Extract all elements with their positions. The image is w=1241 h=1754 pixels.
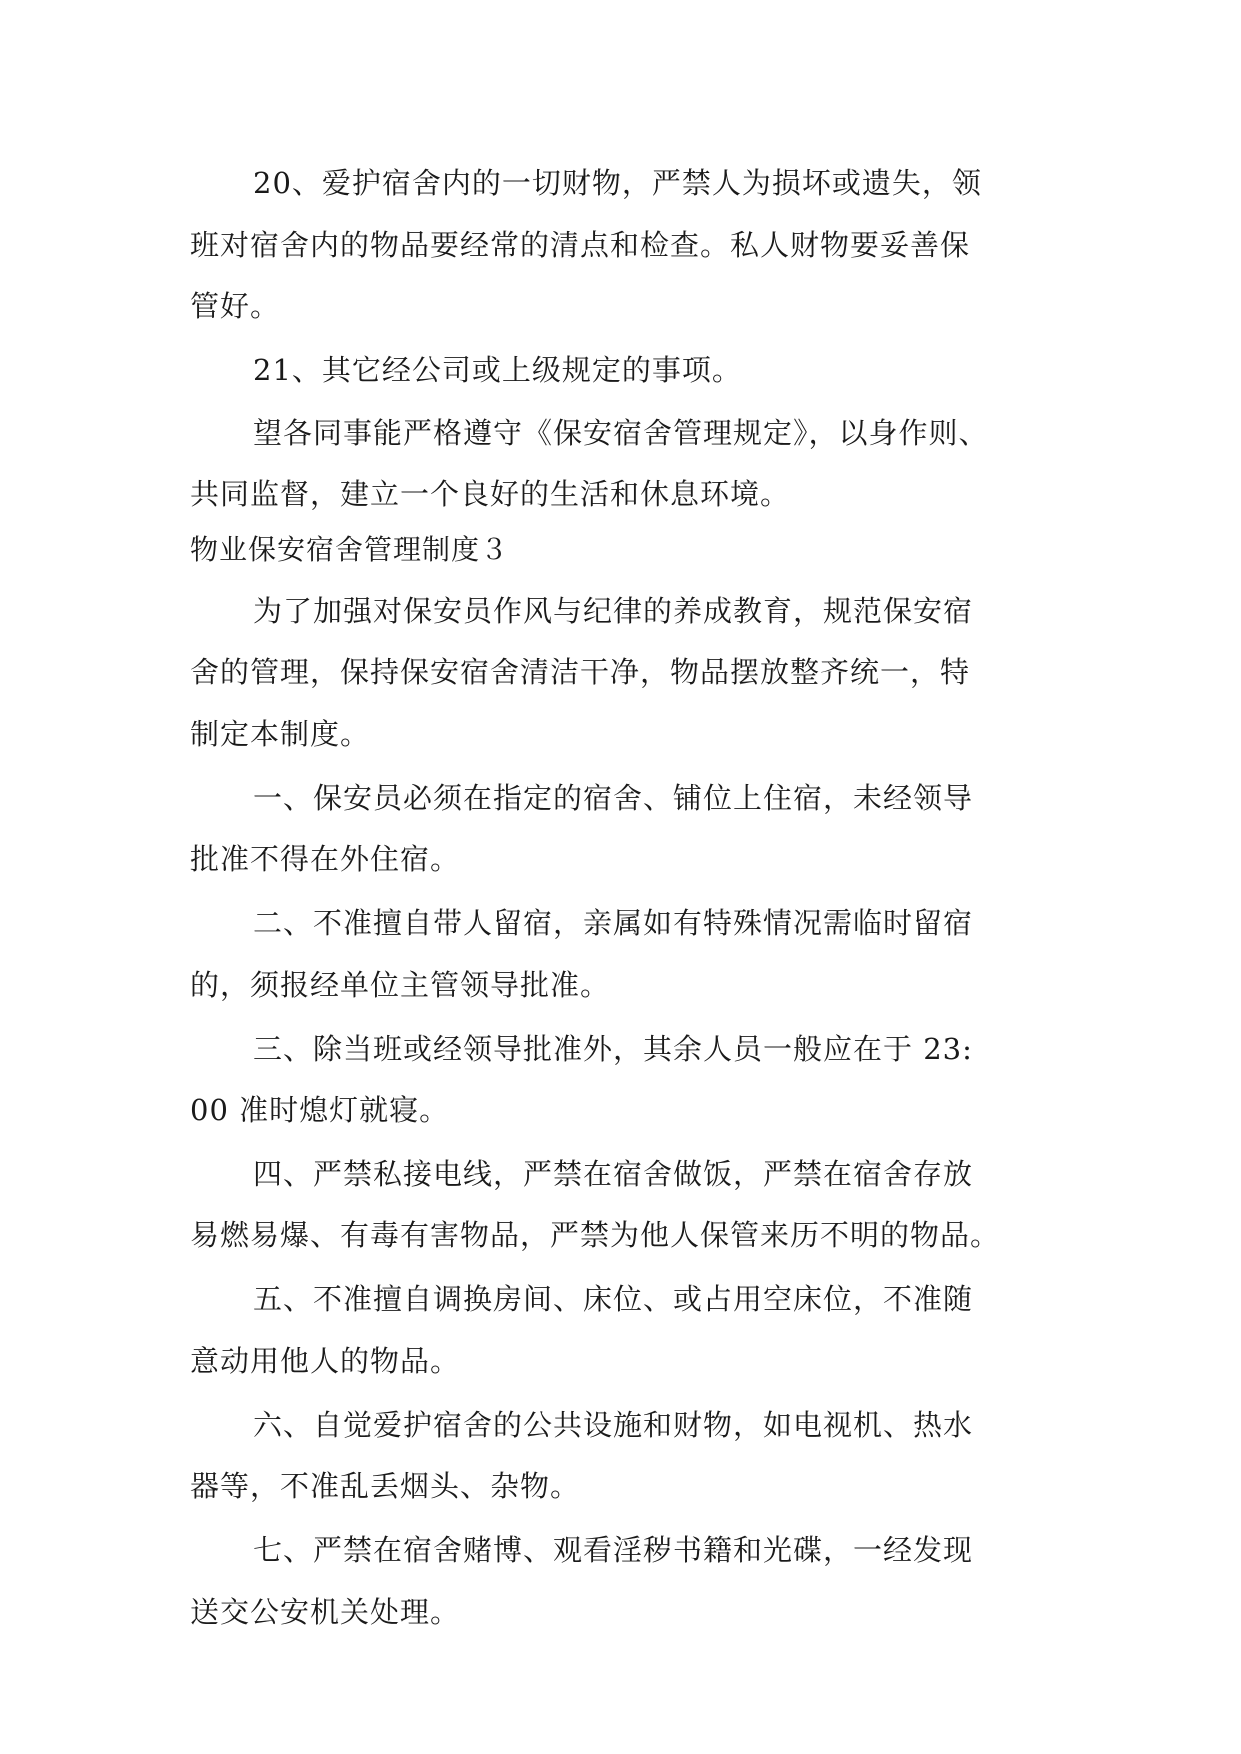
rule-4-line-1: 四、严禁私接电线，严禁在宿舍做饭，严禁在宿舍存放 bbox=[253, 1157, 974, 1191]
closing-line-2: 共同监督，建立一个良好的生活和休息环境。 bbox=[190, 477, 791, 511]
paragraph-20-line-2: 班对宿舍内的物品要经常的清点和检查。私人财物要妥善保 bbox=[190, 228, 971, 262]
rule-4-line-2: 易燃易爆、有毒有害物品，严禁为他人保管来历不明的物品。 bbox=[190, 1218, 1001, 1252]
intro-line-2: 舍的管理，保持保安宿舍清洁干净，物品摆放整齐统一，特 bbox=[190, 655, 971, 689]
closing-line-1: 望各同事能严格遵守《保安宿舍管理规定》，以身作则、 bbox=[253, 416, 989, 450]
rule-2-line-1: 二、不准擅自带人留宿，亲属如有特殊情况需临时留宿 bbox=[253, 906, 974, 940]
rule-5-line-2: 意动用他人的物品。 bbox=[190, 1344, 461, 1378]
section-heading: 物业保安宿舍管理制度３ bbox=[190, 533, 510, 566]
intro-line-3: 制定本制度。 bbox=[190, 717, 371, 751]
rule-2-line-2: 的，须报经单位主管领导批准。 bbox=[190, 968, 611, 1002]
rule-7-line-2: 送交公安机关处理。 bbox=[190, 1595, 461, 1629]
paragraph-21-line-1: 21、其它经公司或上级规定的事项。 bbox=[253, 353, 742, 387]
rule-1-line-1: 一、保安员必须在指定的宿舍、铺位上住宿，未经领导 bbox=[253, 781, 974, 815]
rule-3-line-2: 00 准时熄灯就寝。 bbox=[190, 1093, 450, 1127]
rule-7-line-1: 七、严禁在宿舍赌博、观看淫秽书籍和光碟，一经发现 bbox=[253, 1533, 974, 1567]
rule-6-line-1: 六、自觉爱护宿舍的公共设施和财物，如电视机、热水 bbox=[253, 1408, 974, 1442]
rule-3-line-1: 三、除当班或经领导批准外，其余人员一般应在于 23: bbox=[253, 1032, 973, 1066]
rule-6-line-2: 器等，不准乱丢烟头、杂物。 bbox=[190, 1469, 581, 1503]
intro-line-1: 为了加强对保安员作风与纪律的养成教育，规范保安宿 bbox=[253, 594, 974, 628]
paragraph-20-line-3: 管好。 bbox=[190, 289, 281, 323]
rule-1-line-2: 批准不得在外住宿。 bbox=[190, 842, 461, 876]
rule-5-line-1: 五、不准擅自调换房间、床位、或占用空床位，不准随 bbox=[253, 1282, 974, 1316]
paragraph-20-line-1: 20、爱护宿舍内的一切财物，严禁人为损坏或遗失，领 bbox=[253, 166, 982, 200]
